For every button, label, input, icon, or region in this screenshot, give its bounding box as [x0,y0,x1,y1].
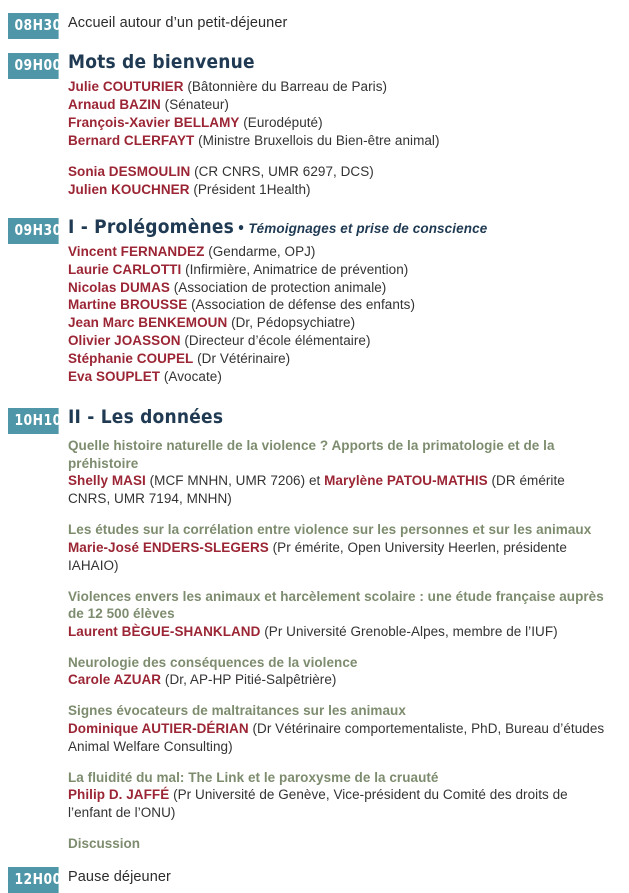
speaker-name: François-Xavier BELLAMY [68,114,240,130]
talk-title: Les études sur la corrélation entre violence sur les personnes et sur les animaux [68,522,592,538]
speaker-line [68,314,607,332]
speaker-affiliation: (Dr, AP-HP Pitié-Salpêtrière) [164,672,337,688]
speaker-name: Carole AZUAR [68,672,162,688]
speaker-affiliation: (Sénateur) [164,96,229,112]
speaker-line [68,163,607,181]
entry-content [68,215,629,387]
speaker-name: Julien KOUCHNER [68,181,190,197]
talk-speakers [68,623,607,641]
speaker-name: Vincent FERNANDEZ [68,243,205,259]
talk-item [68,437,607,508]
time-badge-wrapper [0,867,68,893]
group-spacer [68,150,607,163]
speaker-line [68,132,607,150]
schedule-entry-1200 [0,867,629,893]
section-heading-text: II - Les données [68,406,224,429]
speaker-line [68,96,607,114]
time-badge: 09H30 [8,218,59,244]
speaker-affiliation: (Bâtonnière du Barreau de Paris) [187,78,388,94]
schedule-entry-0930 [0,215,629,387]
talk-speakers [68,539,607,575]
speaker-name: Marylène PATOU-MATHIS [324,473,488,489]
speaker-affiliation: (Pr Université de Genève, Vice-président du Comité des droits de l’enfant de l’ONU) [68,787,568,821]
entry-content [68,13,629,33]
speaker-groups [68,78,607,199]
schedule-entry-0830 [0,13,629,39]
speaker-name: Jean Marc BENKEMOUN [68,315,228,331]
talk-item [68,654,607,690]
speaker-line [68,368,607,386]
speaker-affiliation: (Pr émérite, Open University Heerlen, présidente IAHAIO) [68,539,567,573]
speaker-name: Sonia DESMOULIN [68,163,191,179]
talk-item [68,702,607,755]
talk-item [68,521,607,574]
speaker-name: Philip D. JAFFÉ [68,787,170,803]
speaker-affiliation: (Ministre Bruxellois du Bien-être animal) [198,132,440,148]
speaker-line [68,78,607,96]
speaker-name: Arnaud BAZIN [68,96,161,112]
speaker-affiliation: (MCF MNHN, UMR 7206) [149,473,306,489]
time-badge-wrapper [0,408,68,434]
speaker-affiliation: (Pr Université Grenoble-Alpes, membre de l’IUF) [264,623,558,639]
speaker-affiliation: (Gendarme, OPJ) [208,243,316,259]
speaker-name: Eva SOUPLET [68,369,161,385]
section-heading-text: Mots de bienvenue [68,51,255,73]
talk-speakers [68,786,607,822]
section-heading [68,53,607,73]
section-heading-text: I - Prolégomènes [68,215,235,238]
speaker-affiliation: (CR CNRS, UMR 6297, DCS) [194,163,374,179]
program-schedule [0,13,629,888]
speaker-line [68,279,607,297]
section-heading [68,408,607,428]
speaker-line [68,243,607,261]
time-badge-wrapper [0,13,68,39]
speaker-line [68,181,607,199]
speaker-name: Martine BROUSSE [68,297,188,313]
speaker-affiliation: (Directeur d’école élémentaire) [184,333,371,349]
speaker-line [68,114,607,132]
speaker-name: Nicolas DUMAS [68,279,170,295]
speaker-line [68,350,607,368]
speaker-name: Marie-José ENDERS-SLEGERS [68,539,269,555]
speaker-affiliation: (Association de défense des enfants) [191,297,416,313]
section-heading [68,215,607,238]
speaker-line [68,332,607,350]
speaker-affiliation: (Président 1Health) [193,181,311,197]
time-badge: 10H10 [8,408,59,434]
speaker-name: Shelly MASI [68,473,146,489]
talk-list [68,437,607,852]
speaker-affiliation: (Eurodéputé) [243,114,323,130]
entry-content [68,53,629,199]
time-badge: 08H30 [8,13,59,39]
speaker-affiliation: (DR émérite CNRS, UMR 7194, MNHN) [68,473,565,507]
speaker-affiliation: (Association de protection animale) [173,279,387,295]
speaker-name: Julie COUTURIER [68,78,184,94]
speaker-groups [68,243,607,387]
speaker-group-1 [68,78,607,150]
speaker-affiliation: (Dr Vétérinaire comportementaliste, PhD, Bureau d’études Animal Welfare Consulting) [68,720,605,754]
talk-speakers [68,671,607,689]
speaker-group-2 [68,163,607,199]
speaker-name: Olivier JOASSON [68,333,181,349]
speaker-name: Laurie CARLOTTI [68,261,182,277]
section-subtitle: Témoignages et prise de conscience [248,220,488,236]
talk-title: Signes évocateurs de maltraitances sur les animaux [68,703,406,719]
entry-text: Accueil autour d’un petit-déjeuner [68,15,288,31]
speaker-name: Dominique AUTIER-DÉRIAN [68,720,249,736]
speaker-affiliation: (Avocate) [163,369,222,385]
time-badge-wrapper [0,53,68,79]
entry-content [68,408,629,852]
speaker-conjunction: et [305,473,325,489]
speaker-name: Bernard CLERFAYT [68,132,195,148]
speaker-line [68,261,607,279]
time-badge: 12H00 [8,867,59,893]
entry-content [68,867,629,887]
talk-item [68,588,607,641]
schedule-entry-0900 [0,53,629,199]
time-badge: 09H00 [8,53,59,79]
speaker-affiliation: (Dr Vétérinaire) [197,351,291,367]
heading-separator-bullet: • [237,220,246,237]
talk-title: Neurologie des conséquences de la violence [68,654,358,670]
speaker-name: Laurent BÈGUE-SHANKLAND [68,623,261,639]
talk-speakers [68,720,607,756]
talk-title: La fluidité du mal: The Link et le paroxysme de la cruauté [68,769,439,785]
schedule-entry-1010 [0,408,629,852]
talk-title: Violences envers les animaux et harcèlement scolaire : une étude française auprès de 12 500 élèves [68,588,604,622]
speaker-affiliation: (Dr, Pédopsychiatre) [231,315,356,331]
speaker-name: Stéphanie COUPEL [68,351,194,367]
speaker-group-1 [68,243,607,387]
talk-speakers [68,472,607,508]
discussion-label: Discussion [68,836,141,852]
time-badge-wrapper [0,218,68,244]
entry-text: Pause déjeuner [68,868,171,885]
speaker-line [68,296,607,314]
talk-title: Quelle histoire naturelle de la violence ? Apports de la primatologie et de la préhistoire [68,438,555,471]
speaker-affiliation: (Infirmière, Animatrice de prévention) [185,261,409,277]
